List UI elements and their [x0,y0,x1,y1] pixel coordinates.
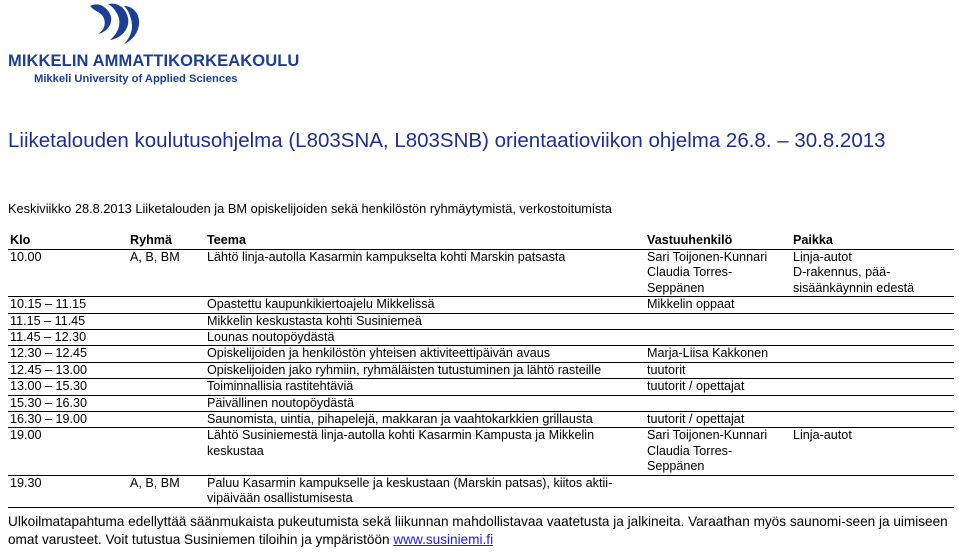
header-time: Klo [10,233,31,247]
table-row [8,297,954,313]
cell-place: Linja-autot [791,428,954,444]
table-row [8,362,954,378]
cell-place [791,444,954,459]
cell-place [791,475,954,491]
cell-time: 12.45 – 13.00 [8,362,128,378]
cell-group [128,412,205,428]
cell-topic: Opastettu kaupunkikiertoajelu Mikkelissä [205,297,645,313]
cell-topic: Saunomista, uintia, pihapelejä, makkaran ja vaahtokarkkien grillausta [205,412,645,428]
footer-note [8,513,956,549]
footer-text: Ulkoilmatapahtuma edellyttää säänmukaista pukeutumista sekä liikunnan mahdollistavaa vaatetusta ja jalkineita. Varaathan myös saunomi-seen ja uimiseen omat varusteet. Voit tutustua Susiniemen tiloihin ja ympäristöön [8,514,948,547]
cell-time: 10.00 [8,250,128,266]
cell-topic [205,459,645,475]
cell-topic: Opiskelijoiden jako ryhmiin, ryhmäläisten tutustuminen ja lähtö rasteille [205,362,645,378]
table-row [8,428,954,444]
cell-person [645,313,791,329]
cell-topic [205,265,645,280]
cell-topic: Lounas noutopöydästä [205,330,645,346]
cell-person: tuutorit [645,362,791,378]
cell-time: 16.30 – 19.00 [8,412,128,428]
cell-place [791,330,954,346]
table-row [8,250,954,266]
header-topic: Teema [207,233,246,247]
cell-place [791,459,954,475]
cell-time: 12.30 – 12.45 [8,346,128,362]
cell-topic [205,281,645,297]
cell-topic: Paluu Kasarmin kampukselle ja keskustaan (Marskin patsas), kiitos aktii- [205,475,645,491]
table-row [8,444,954,459]
cell-place [791,491,954,507]
cell-topic: Toiminnallisia rastitehtäviä [205,379,645,395]
page-title: Liiketalouden koulutusohjelma (L803SNA, L803SNB) orientaatioviikon ohjelma 26.8. – 30.8.2013 [8,129,886,152]
cell-time: 19.00 [8,428,128,444]
table-header-row [8,233,954,250]
table-row [8,412,954,428]
cell-time: 10.15 – 11.15 [8,297,128,313]
cell-place [791,395,954,411]
cell-topic: Lähtö linja-autolla Kasarmin kampukselta kohti Marskin patsasta [205,250,645,266]
day-subtitle: Keskiviikko 28.8.2013 Liiketalouden ja BM opiskelijoiden sekä henkilöstön ryhmäytymistä, verkostoitumista [8,201,612,216]
cell-person [645,330,791,346]
cell-place [791,313,954,329]
cell-time: 19.30 [8,475,128,491]
cell-person: Claudia Torres- [647,265,733,280]
table-row [8,491,954,507]
susiniemi-link[interactable]: www.susiniemi.fi [393,532,494,547]
cell-place [791,379,954,395]
cell-time [8,265,128,280]
cell-time [8,281,128,297]
header-group: Ryhmä [130,233,172,247]
table-row [8,459,954,475]
logo-name: MIKKELIN AMMATTIKORKEAKOULU [8,52,300,70]
table-row [8,346,954,362]
header-person: Vastuuhenkilö [647,233,733,247]
cell-person [645,395,791,411]
cell-person: Seppänen [647,459,705,474]
cell-time: 15.30 – 16.30 [8,395,128,411]
cell-topic: Lähtö Susiniemestä linja-autolla kohti Kasarmin Kampusta ja Mikkelin [205,428,645,444]
cell-time: 11.45 – 12.30 [8,330,128,346]
cell-group [128,297,205,313]
cell-topic: Mikkelin keskustasta kohti Susiniemeä [205,313,645,329]
table-row [8,265,954,280]
cell-group [128,362,205,378]
cell-group [128,379,205,395]
logo [8,2,300,90]
cell-place [791,346,954,362]
cell-person: tuutorit / opettajat [645,379,791,395]
table-row [8,313,954,329]
cell-group [128,491,205,507]
cell-group: A, B, BM [128,475,205,491]
cell-time [8,459,128,475]
cell-topic: Opiskelijoiden ja henkilöstön yhteisen aktiviteettipäivän avaus [205,346,645,362]
cell-group [128,346,205,362]
cell-person: Mikkelin oppaat [645,297,791,313]
cell-person: Sari Toijonen-Kunnari [645,250,791,266]
cell-person: tuutorit / opettajat [645,412,791,428]
cell-place: Linja-autot [791,250,954,266]
table-row [8,379,954,395]
cell-time: 13.00 – 15.30 [8,379,128,395]
cell-topic: vipäivään osallistumisesta [205,491,645,507]
cell-group [128,313,205,329]
cell-group [128,428,205,444]
cell-group [128,330,205,346]
logo-mark-icon [84,2,144,52]
logo-name-english: Mikkeli University of Applied Sciences [34,73,238,85]
cell-group [128,395,205,411]
cell-person: Sari Toijonen-Kunnari [645,428,791,444]
cell-person: Marja-Liisa Kakkonen [645,346,791,362]
table-row [8,330,954,346]
cell-group [128,444,205,459]
cell-time: 11.15 – 11.45 [8,313,128,329]
cell-group [128,459,205,475]
cell-group [128,281,205,297]
cell-topic: Päivällinen noutopöydästä [205,395,645,411]
cell-person [645,491,791,507]
cell-place [791,362,954,378]
cell-person: Seppänen [647,280,705,295]
cell-place [791,412,954,428]
schedule-table [8,233,954,508]
cell-place [791,297,954,313]
cell-person [645,475,791,491]
header-place: Paikka [793,233,833,247]
cell-place: sisäänkäynnin edestä [793,280,915,295]
table-row [8,395,954,411]
cell-person: Claudia Torres- [647,443,733,458]
cell-time [8,491,128,507]
cell-group [128,265,205,280]
cell-place: D-rakennus, pää- [793,265,891,280]
cell-topic: keskustaa [207,443,264,458]
table-row [8,281,954,297]
cell-time [8,444,128,459]
table-row [8,475,954,491]
cell-group: A, B, BM [128,250,205,266]
